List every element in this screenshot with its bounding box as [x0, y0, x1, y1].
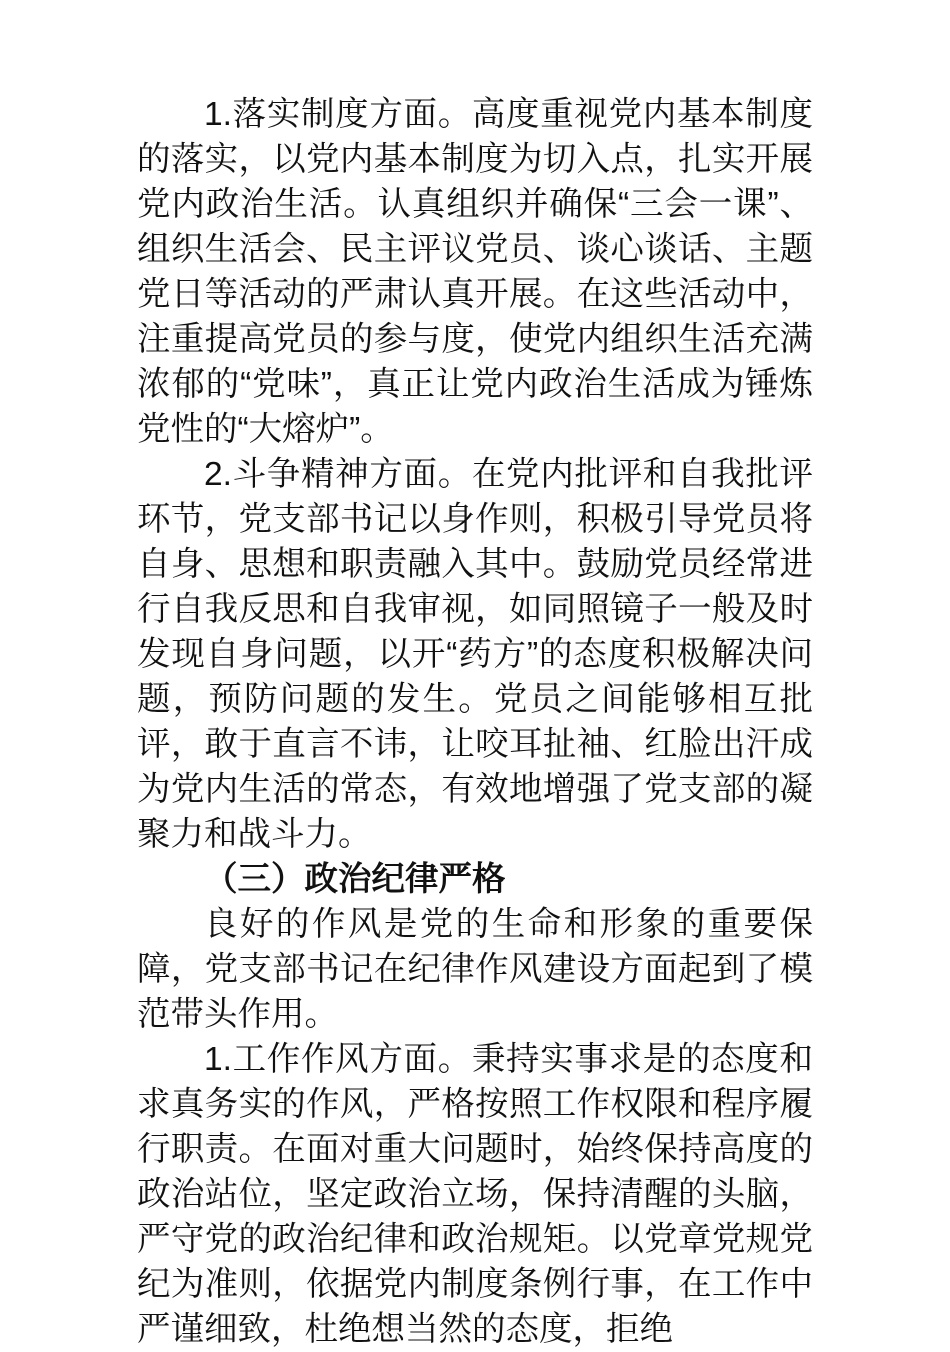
paragraph-lianghao-de-zuofeng: 良好的作风是党的生命和形象的重要保障，党支部书记在纪律作风建设方面起到了模范带头作用。: [137, 906, 813, 1033]
document-text-body: [137, 92, 813, 1352]
paragraph-gongzuo-zuofeng-fangmian: 1.工作作风方面。秉持实事求是的态度和求真务实的作风，严格按照工作权限和程序履行职责。在面对重大问题时，始终保持高度的政治站位，坚定政治立场，保持清醒的头脑，严守党的政治纪律和政治规矩。以党章党规党纪为准则，依据党内制度条例行事，在工作中严谨细致，杜绝想当然的态度，拒绝: [137, 1041, 813, 1348]
paragraph-luoshi-zhidu-fangmian: 1.落实制度方面。高度重视党内基本制度的落实，以党内基本制度为切入点，扎实开展党内政治生活。认真组织并确保“三会一课”、组织生活会、民主评议党员、谈心谈话、主题党日等活动的严肃认真开展。在这些活动中，注重提高党员的参与度，使党内组织生活充满浓郁的“党味”，真正让党内政治生活成为锤炼党性的“大熔炉”。: [137, 96, 813, 448]
heading-zhengzhi-jilv-yan-ge: （三）政治纪律严格: [204, 861, 506, 898]
paragraph-douzheng-jingshen-fangmian: 2.斗争精神方面。在党内批评和自我批评环节，党支部书记以身作则，积极引导党员将自身、思想和职责融入其中。鼓励党员经常进行自我反思和自我审视，如同照镜子一般及时发现自身问题，以开“药方”的态度积极解决问题，预防问题的发生。党员之间能够相互批评，敢于直言不讳，让咬耳扯袖、红脸出汗成为党内生活的常态，有效地增强了党支部的凝聚力和战斗力。: [137, 456, 813, 853]
